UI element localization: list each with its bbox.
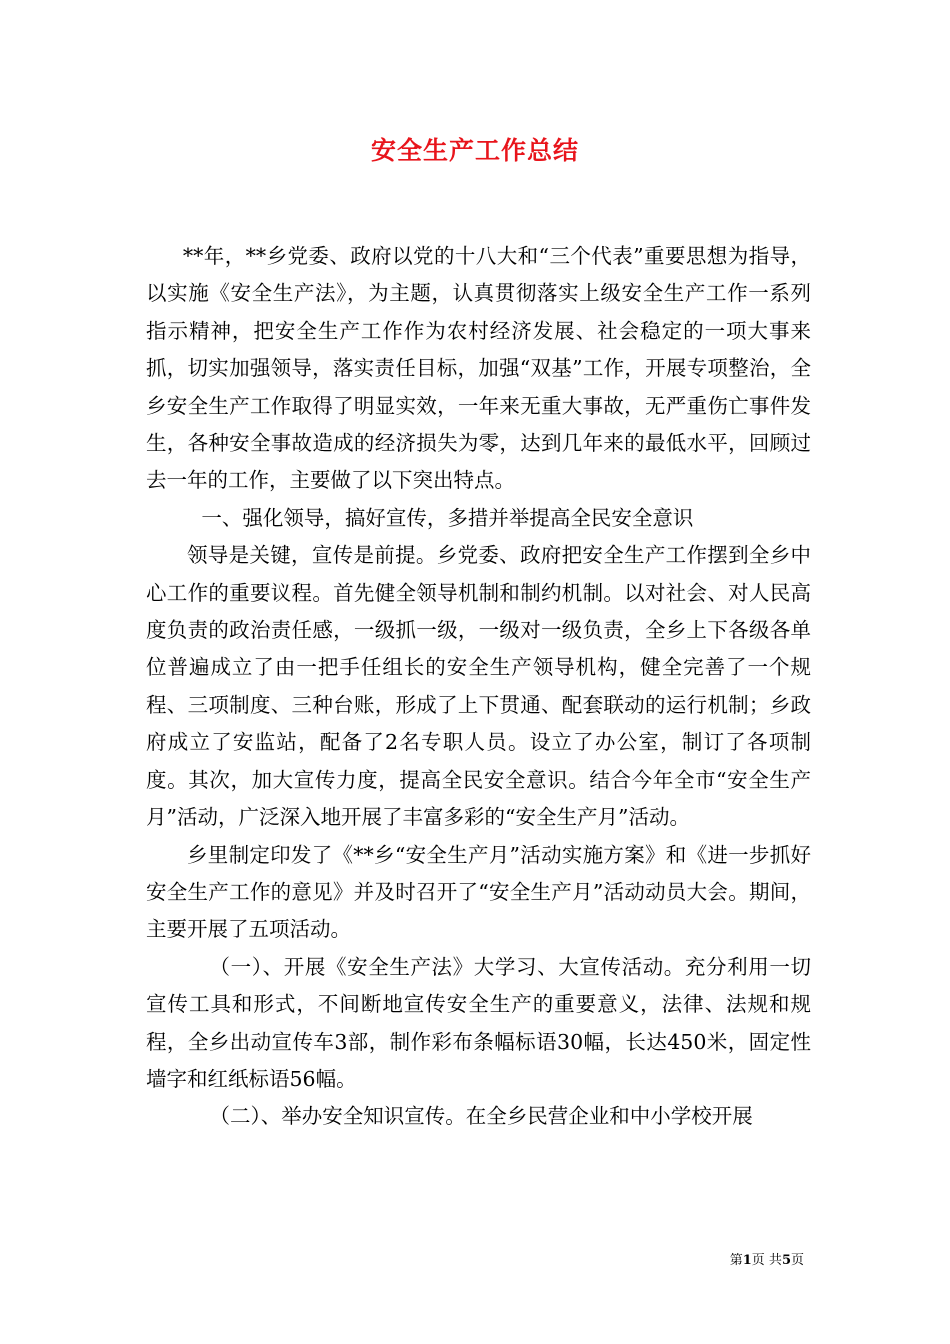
document-body	[146, 238, 811, 1136]
body-paragraph: 乡里制定印发了《**乡“安全生产月”活动实施方案》和《进一步抓好安全生产工作的意见》并及时召开了“安全生产月”活动动员大会。期间，主要开展了五项活动。	[146, 842, 811, 942]
document-title: 安全生产工作总结	[370, 136, 579, 165]
sub-item-paragraph: （二）、举办安全知识宣传。在全乡民营企业和中小学校开展	[209, 1104, 753, 1129]
footer-middle: 页 共	[751, 1253, 782, 1268]
footer-current-page: 1	[742, 1253, 752, 1268]
footer-suffix: 页	[790, 1253, 804, 1268]
section-heading-1: 一、强化领导，搞好宣传，多措并举提高全民安全意识	[201, 505, 694, 530]
intro-paragraph: **年，**乡党委、政府以党的十八大和“三个代表”重要思想为指导，以实施《安全生产法》，为主题，认真贯彻落实上级安全生产工作一系列指示精神，把安全生产工作作为农村经济发展、社会稳定的一项大事来抓，切实加强领导，落实责任目标，加强“双基”工作，开展专项整治，全乡安全生产工作取得了明显实效，一年来无重大事故，无严重伤亡事件发生，各种安全事故造成的经济损失为零，达到几年来的最低水平，回顾过去一年的工作，主要做了以下突出特点。	[146, 244, 811, 493]
page-number-footer	[730, 1249, 804, 1268]
footer-prefix: 第	[729, 1253, 743, 1268]
sub-item-paragraph: （一）、开展《安全生产法》大学习、大宣传活动。充分利用一切宣传工具和形式，不间断地宣传安全生产的重要意义，法律、法规和规程，全乡出动宣传车3部，制作彩布条幅标语30幅，长达450米，固定性墙字和红纸标语56幅。	[146, 954, 811, 1091]
body-paragraph: 领导是关键，宣传是前提。乡党委、政府把安全生产工作摆到全乡中心工作的重要议程。首先健全领导机制和制约机制。以对社会、对人民高度负责的政治责任感，一级抓一级，一级对一级负责，全乡上下各级各单位普遍成立了由一把手任组长的安全生产领导机构，健全完善了一个规程、三项制度、三种台账，形成了上下贯通、配套联动的运行机制；乡政府成立了安监站，配备了2名专职人员。设立了办公室，制订了各项制度。其次，加大宣传力度，提高全民安全意识。结合今年全市“安全生产月”活动，广泛深入地开展了丰富多彩的“安全生产月”活动。	[146, 543, 811, 830]
footer-total-pages: 5	[781, 1253, 791, 1268]
